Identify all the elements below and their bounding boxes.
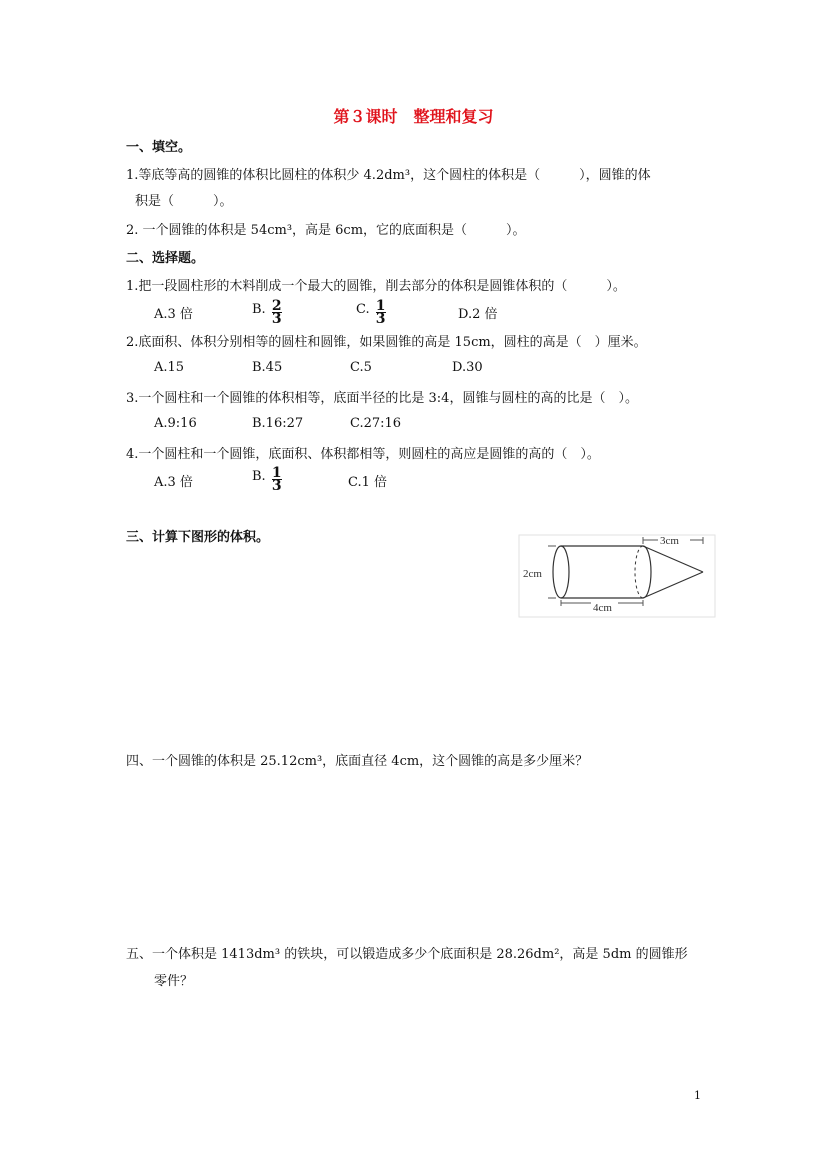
fill-question-1-line-1: 1.等底等高的圆锥的体积比圆柱的体积少 4.2dm³，这个圆柱的体积是（ ），圆锥的体 <box>126 168 651 183</box>
label-height: 2cm <box>523 568 542 580</box>
choice-2-option-c: C.5 <box>350 360 372 375</box>
choice-4-option-c: C.1 倍 <box>348 475 388 490</box>
choice-question-2: 2.底面积、体积分别相等的圆柱和圆锥，如果圆锥的高是 15cm，圆柱的高是（ ）厘米。 <box>126 335 647 350</box>
option-b-label: B. <box>252 469 266 484</box>
fraction-one-third: $\frac{1}{3}$ <box>271 465 282 494</box>
cylinder-cone-figure <box>518 530 718 620</box>
page-title: 第３课时 整理和复习 <box>333 107 494 126</box>
choice-2-option-d: D.30 <box>452 360 483 375</box>
choice-3-option-a: A.9:16 <box>154 416 197 431</box>
choice-2-option-a: A.15 <box>154 360 185 375</box>
choice-1-option-b <box>252 298 282 327</box>
choice-question-3: 3.一个圆柱和一个圆锥的体积相等，底面半径的比是 3:4，圆锥与圆柱的高的比是（ ）。 <box>126 391 638 406</box>
label-cone: 3cm <box>660 535 679 547</box>
fill-question-2: 2. 一个圆锥的体积是 54cm³，高是 6cm，它的底面积是（ ）。 <box>126 223 526 238</box>
fraction-two-thirds: $\frac{2}{3}$ <box>271 298 282 327</box>
label-length: 4cm <box>593 602 612 614</box>
page-number: 1 <box>694 1089 701 1102</box>
fill-question-1-line-2: 积是（ ）。 <box>135 194 233 209</box>
option-c-label: C. <box>356 302 370 317</box>
option-b-label: B. <box>252 302 266 317</box>
choice-3-option-c: C.27:16 <box>350 416 402 431</box>
choice-question-1: 1.把一段圆柱形的木料削成一个最大的圆锥，削去部分的体积是圆锥体积的（ ）。 <box>126 279 626 294</box>
choice-2-option-b: B.45 <box>252 360 283 375</box>
choice-1-option-c <box>356 298 386 327</box>
choice-4-option-b <box>252 465 282 494</box>
question-5-line-1: 五、一个体积是 1413dm³ 的铁块，可以锻造成多少个底面积是 28.26dm²，高是 5dm 的圆锥形 <box>126 947 688 962</box>
question-5-line-2: 零件？ <box>154 974 194 989</box>
choice-question-4: 4.一个圆柱和一个圆锥，底面积、体积都相等，则圆柱的高应是圆锥的高的（ ）。 <box>126 447 600 462</box>
choice-3-option-b: B.16:27 <box>252 416 304 431</box>
section-choice-heading: 二、选择题。 <box>126 251 205 266</box>
choice-1-option-d: D.2 倍 <box>458 307 498 322</box>
choice-4-option-a: A.3 倍 <box>154 475 193 490</box>
question-4: 四、一个圆锥的体积是 25.12cm³，底面直径 4cm，这个圆锥的高是多少厘米？ <box>126 754 589 769</box>
fraction-one-third: $\frac{1}{3}$ <box>375 298 386 327</box>
section-volume-heading: 三、计算下图形的体积。 <box>126 530 270 545</box>
choice-1-option-a: A.3 倍 <box>154 307 193 322</box>
section-fill-heading: 一、填空。 <box>126 140 192 155</box>
